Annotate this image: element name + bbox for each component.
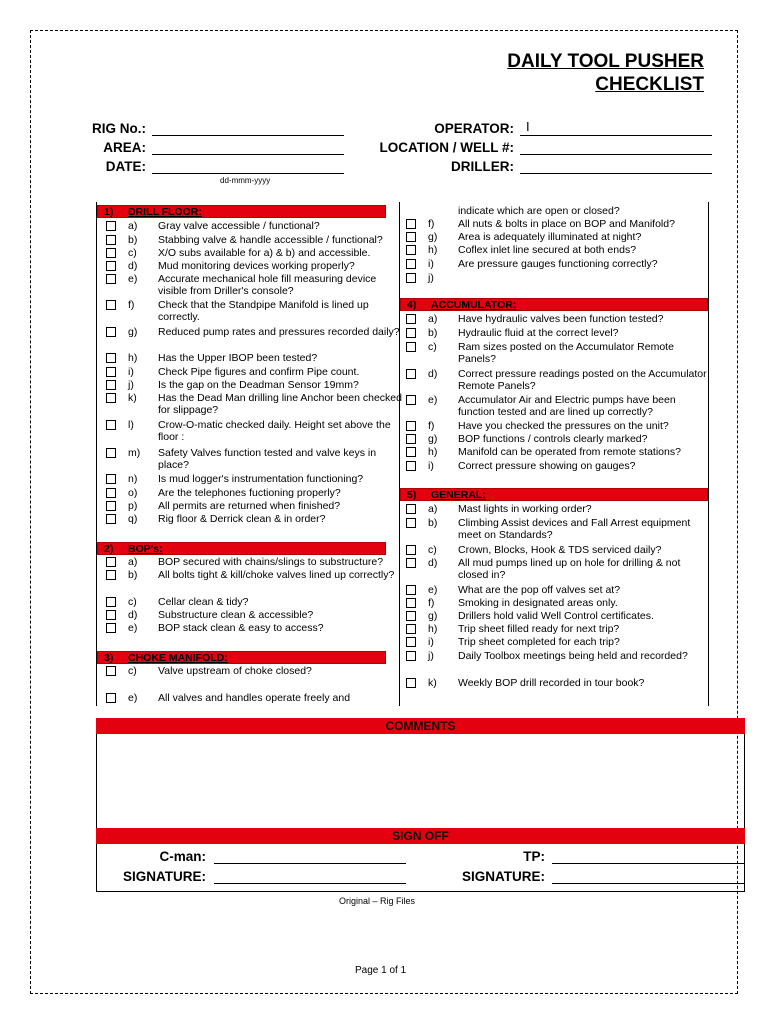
comments-header: COMMENTS xyxy=(96,718,745,734)
location-well-field[interactable] xyxy=(520,154,712,155)
checkbox[interactable] xyxy=(406,434,416,444)
checkbox[interactable] xyxy=(406,314,416,324)
checkbox[interactable] xyxy=(406,518,416,528)
checkbox[interactable] xyxy=(406,273,416,283)
operator-value: I xyxy=(526,119,530,134)
checkbox[interactable] xyxy=(406,545,416,555)
left-column-border xyxy=(96,202,97,706)
checkbox[interactable] xyxy=(406,624,416,634)
checkbox[interactable] xyxy=(106,597,116,607)
checkbox[interactable] xyxy=(106,420,116,430)
checkbox[interactable] xyxy=(106,221,116,231)
cman-label: C-man: xyxy=(159,849,206,864)
sign-off-header: SIGN OFF xyxy=(96,828,745,844)
checkbox[interactable] xyxy=(106,693,116,703)
checkbox[interactable] xyxy=(106,393,116,403)
checkbox[interactable] xyxy=(106,557,116,567)
checkbox[interactable] xyxy=(406,678,416,688)
checkbox[interactable] xyxy=(406,395,416,405)
area-label: AREA: xyxy=(103,140,146,155)
signature-left-field[interactable] xyxy=(214,883,406,884)
checkbox[interactable] xyxy=(106,501,116,511)
checkbox[interactable] xyxy=(406,651,416,661)
section-bops-header: 2) BOP's: xyxy=(97,542,386,555)
rig-no-label: RIG No.: xyxy=(92,121,146,136)
checkbox[interactable] xyxy=(406,219,416,229)
checkbox[interactable] xyxy=(406,585,416,595)
checkbox[interactable] xyxy=(106,300,116,310)
comments-box[interactable] xyxy=(96,734,745,828)
section-accumulator-header: 4) ACCUMULATOR: xyxy=(400,298,708,311)
operator-field[interactable] xyxy=(520,135,712,136)
checkbox[interactable] xyxy=(406,328,416,338)
date-format-hint: dd-mmm-yyyy xyxy=(220,176,271,185)
operator-label: OPERATOR: xyxy=(434,121,514,136)
checkbox[interactable] xyxy=(406,504,416,514)
location-well-label: LOCATION / WELL #: xyxy=(379,140,514,155)
tp-field[interactable] xyxy=(552,863,744,864)
title-line-1: DAILY TOOL PUSHER xyxy=(507,51,704,72)
checkbox[interactable] xyxy=(406,342,416,352)
checkbox[interactable] xyxy=(106,666,116,676)
checkbox[interactable] xyxy=(406,447,416,457)
date-field[interactable] xyxy=(152,173,344,174)
checkbox[interactable] xyxy=(106,274,116,284)
checkbox[interactable] xyxy=(106,610,116,620)
checkbox[interactable] xyxy=(106,623,116,633)
cman-field[interactable] xyxy=(214,863,406,864)
checkbox[interactable] xyxy=(106,488,116,498)
checkbox[interactable] xyxy=(406,259,416,269)
driller-label: DRILLER: xyxy=(451,159,514,174)
checkbox[interactable] xyxy=(106,514,116,524)
checkbox[interactable] xyxy=(106,327,116,337)
checkbox[interactable] xyxy=(106,353,116,363)
checkbox[interactable] xyxy=(106,448,116,458)
page-number: Page 1 of 1 xyxy=(355,965,407,976)
checkbox[interactable] xyxy=(106,570,116,580)
title-line-2: CHECKLIST xyxy=(595,74,704,95)
checkbox[interactable] xyxy=(406,598,416,608)
signature-left-label: SIGNATURE: xyxy=(123,869,206,884)
rig-no-field[interactable] xyxy=(152,135,344,136)
section-general-header: 5) GENERAL: xyxy=(400,488,708,501)
section-drill-floor-header: 1) DRILL FLOOR: xyxy=(97,205,386,218)
signature-right-field[interactable] xyxy=(552,883,744,884)
checkbox[interactable] xyxy=(106,380,116,390)
area-field[interactable] xyxy=(152,154,344,155)
checkbox[interactable] xyxy=(406,558,416,568)
original-rig-files: Original – Rig Files xyxy=(339,896,416,906)
tp-label: TP: xyxy=(523,849,545,864)
checkbox[interactable] xyxy=(106,248,116,258)
checkbox[interactable] xyxy=(406,369,416,379)
right-column-border xyxy=(708,202,709,706)
checkbox[interactable] xyxy=(406,232,416,242)
date-label: DATE: xyxy=(105,159,146,174)
driller-field[interactable] xyxy=(520,173,712,174)
checkbox[interactable] xyxy=(106,235,116,245)
checkbox[interactable] xyxy=(406,245,416,255)
signature-right-label: SIGNATURE: xyxy=(462,869,545,884)
checkbox[interactable] xyxy=(406,461,416,471)
checkbox[interactable] xyxy=(406,611,416,621)
checkbox[interactable] xyxy=(406,421,416,431)
checkbox[interactable] xyxy=(106,474,116,484)
checkbox[interactable] xyxy=(106,261,116,271)
section-choke-manifold-header: 3) CHOKE MANIFOLD: xyxy=(97,651,386,664)
checkbox[interactable] xyxy=(406,637,416,647)
checkbox[interactable] xyxy=(106,367,116,377)
